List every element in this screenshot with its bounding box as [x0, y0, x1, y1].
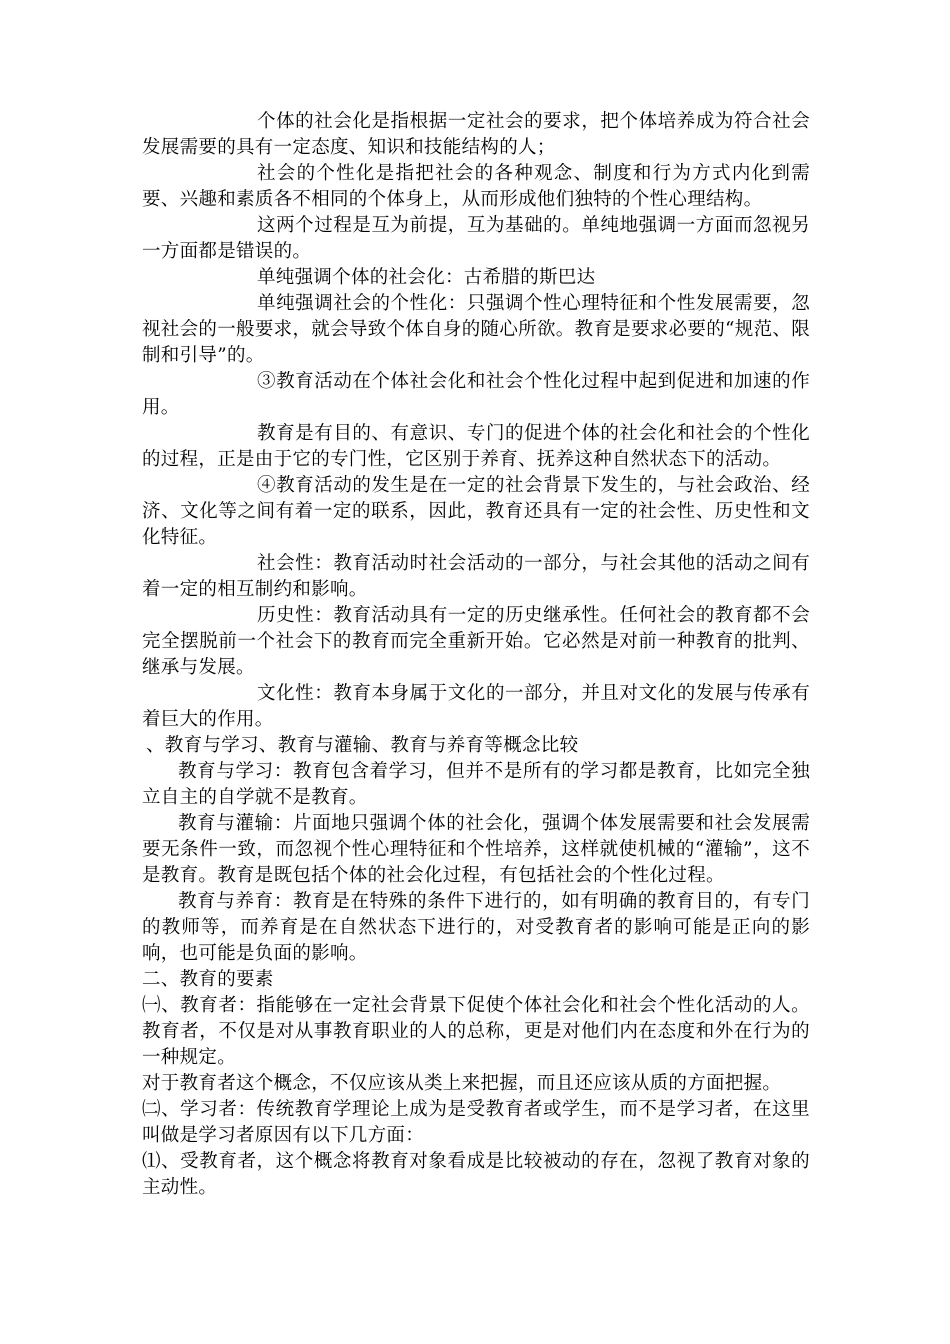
section-heading-education-elements: 二、教育的要素 — [142, 969, 274, 990]
paragraph-education-vs-learning: 教育与学习：教育包含着学习，但并不是所有的学习都是教育，比如完全独立自主的自学就不是教育。 — [142, 761, 810, 808]
paragraph-learner: ㈡、学习者：传统教育学理论上成为是受教育者或学生，而不是学习者，在这里叫做是学习者原因有以下几方面： — [142, 1099, 810, 1146]
paragraph-education-vs-indoctrination: 教育与灌输：片面地只强调个体的社会化，强调个体发展需要和社会发展需要无条件一致，而忽视个性心理特征和个性培养，这样就使机械的“灌输”，这不是教育。教育是既包括个体的社会化过程，有包括社会的个性化过程。 — [142, 813, 810, 886]
paragraph-point-3: ③教育活动在个体社会化和社会个性化过程中起到促进和加速的作用。 — [142, 371, 810, 418]
paragraph-individualization-definition: 社会的个性化是指把社会的各种观念、制度和行为方式内化到需要、兴趣和素质各不相同的个体身上，从而形成他们独特的个性心理结构。 — [142, 163, 810, 210]
paragraph-education-vs-nurturing: 教育与养育：教育是在特殊的条件下进行的，如有明确的教育目的，有专门的教师等，而养育是在自然状态下进行的，对受教育者的影响可能是正向的影响，也可能是负面的影响。 — [142, 891, 810, 964]
document-body — [142, 109, 810, 1201]
paragraph-sociality: 社会性：教育活动时社会活动的一部分，与社会其他的活动之间有着一定的相互制约和影响。 — [142, 553, 810, 600]
paragraph-historicity: 历史性：教育活动具有一定的历史继承性。任何社会的教育都不会完全摆脱前一个社会下的教育而完全重新开始。它必然是对前一种教育的批判、继承与发展。 — [142, 605, 810, 678]
paragraph-educatee: ⑴、受教育者，这个概念将教育对象看成是比较被动的存在，忽视了教育对象的主动性。 — [142, 1151, 810, 1198]
paragraph-educator-concept: 对于教育者这个概念，不仅应该从类上来把握，而且还应该从质的方面把握。 — [142, 1073, 782, 1094]
paragraph-point-4: ④教育活动的发生是在一定的社会背景下发生的，与社会政治、经济、文化等之间有着一定的联系，因此，教育还具有一定的社会性、历史性和文化特征。 — [142, 475, 810, 548]
paragraph-purposeful-education: 教育是有目的、有意识、专门的促进个体的社会化和社会的个性化的过程，正是由于它的专门性，它区别于养育、抚养这种自然状态下的活动。 — [142, 423, 810, 470]
paragraph-mutual-premise: 这两个过程是互为前提，互为基础的。单纯地强调一方面而忽视另一方面都是错误的。 — [142, 215, 810, 262]
paragraph-educator: ㈠、教育者：指能够在一定社会背景下促使个体社会化和社会个性化活动的人。教育者，不仅是对从事教育职业的人的总称，更是对他们内在态度和外在行为的一种规定。 — [142, 995, 810, 1068]
paragraph-culturality: 文化性：教育本身属于文化的一部分，并且对文化的发展与传承有着巨大的作用。 — [142, 683, 810, 730]
paragraph-socialization-definition: 个体的社会化是指根据一定社会的要求，把个体培养成为符合社会发展需要的具有一定态度、知识和技能结构的人； — [142, 111, 810, 158]
paragraph-individualization-only: 单纯强调社会的个性化：只强调个性心理特征和个性发展需要，忽视社会的一般要求，就会导致个体自身的随心所欲。教育是要求必要的“规范、限制和引导”的。 — [142, 293, 810, 366]
section-heading-concept-comparison: 、教育与学习、教育与灌输、教育与养育等概念比较 — [146, 735, 579, 756]
paragraph-sparta: 单纯强调个体的社会化：古希腊的斯巴达 — [257, 267, 596, 288]
